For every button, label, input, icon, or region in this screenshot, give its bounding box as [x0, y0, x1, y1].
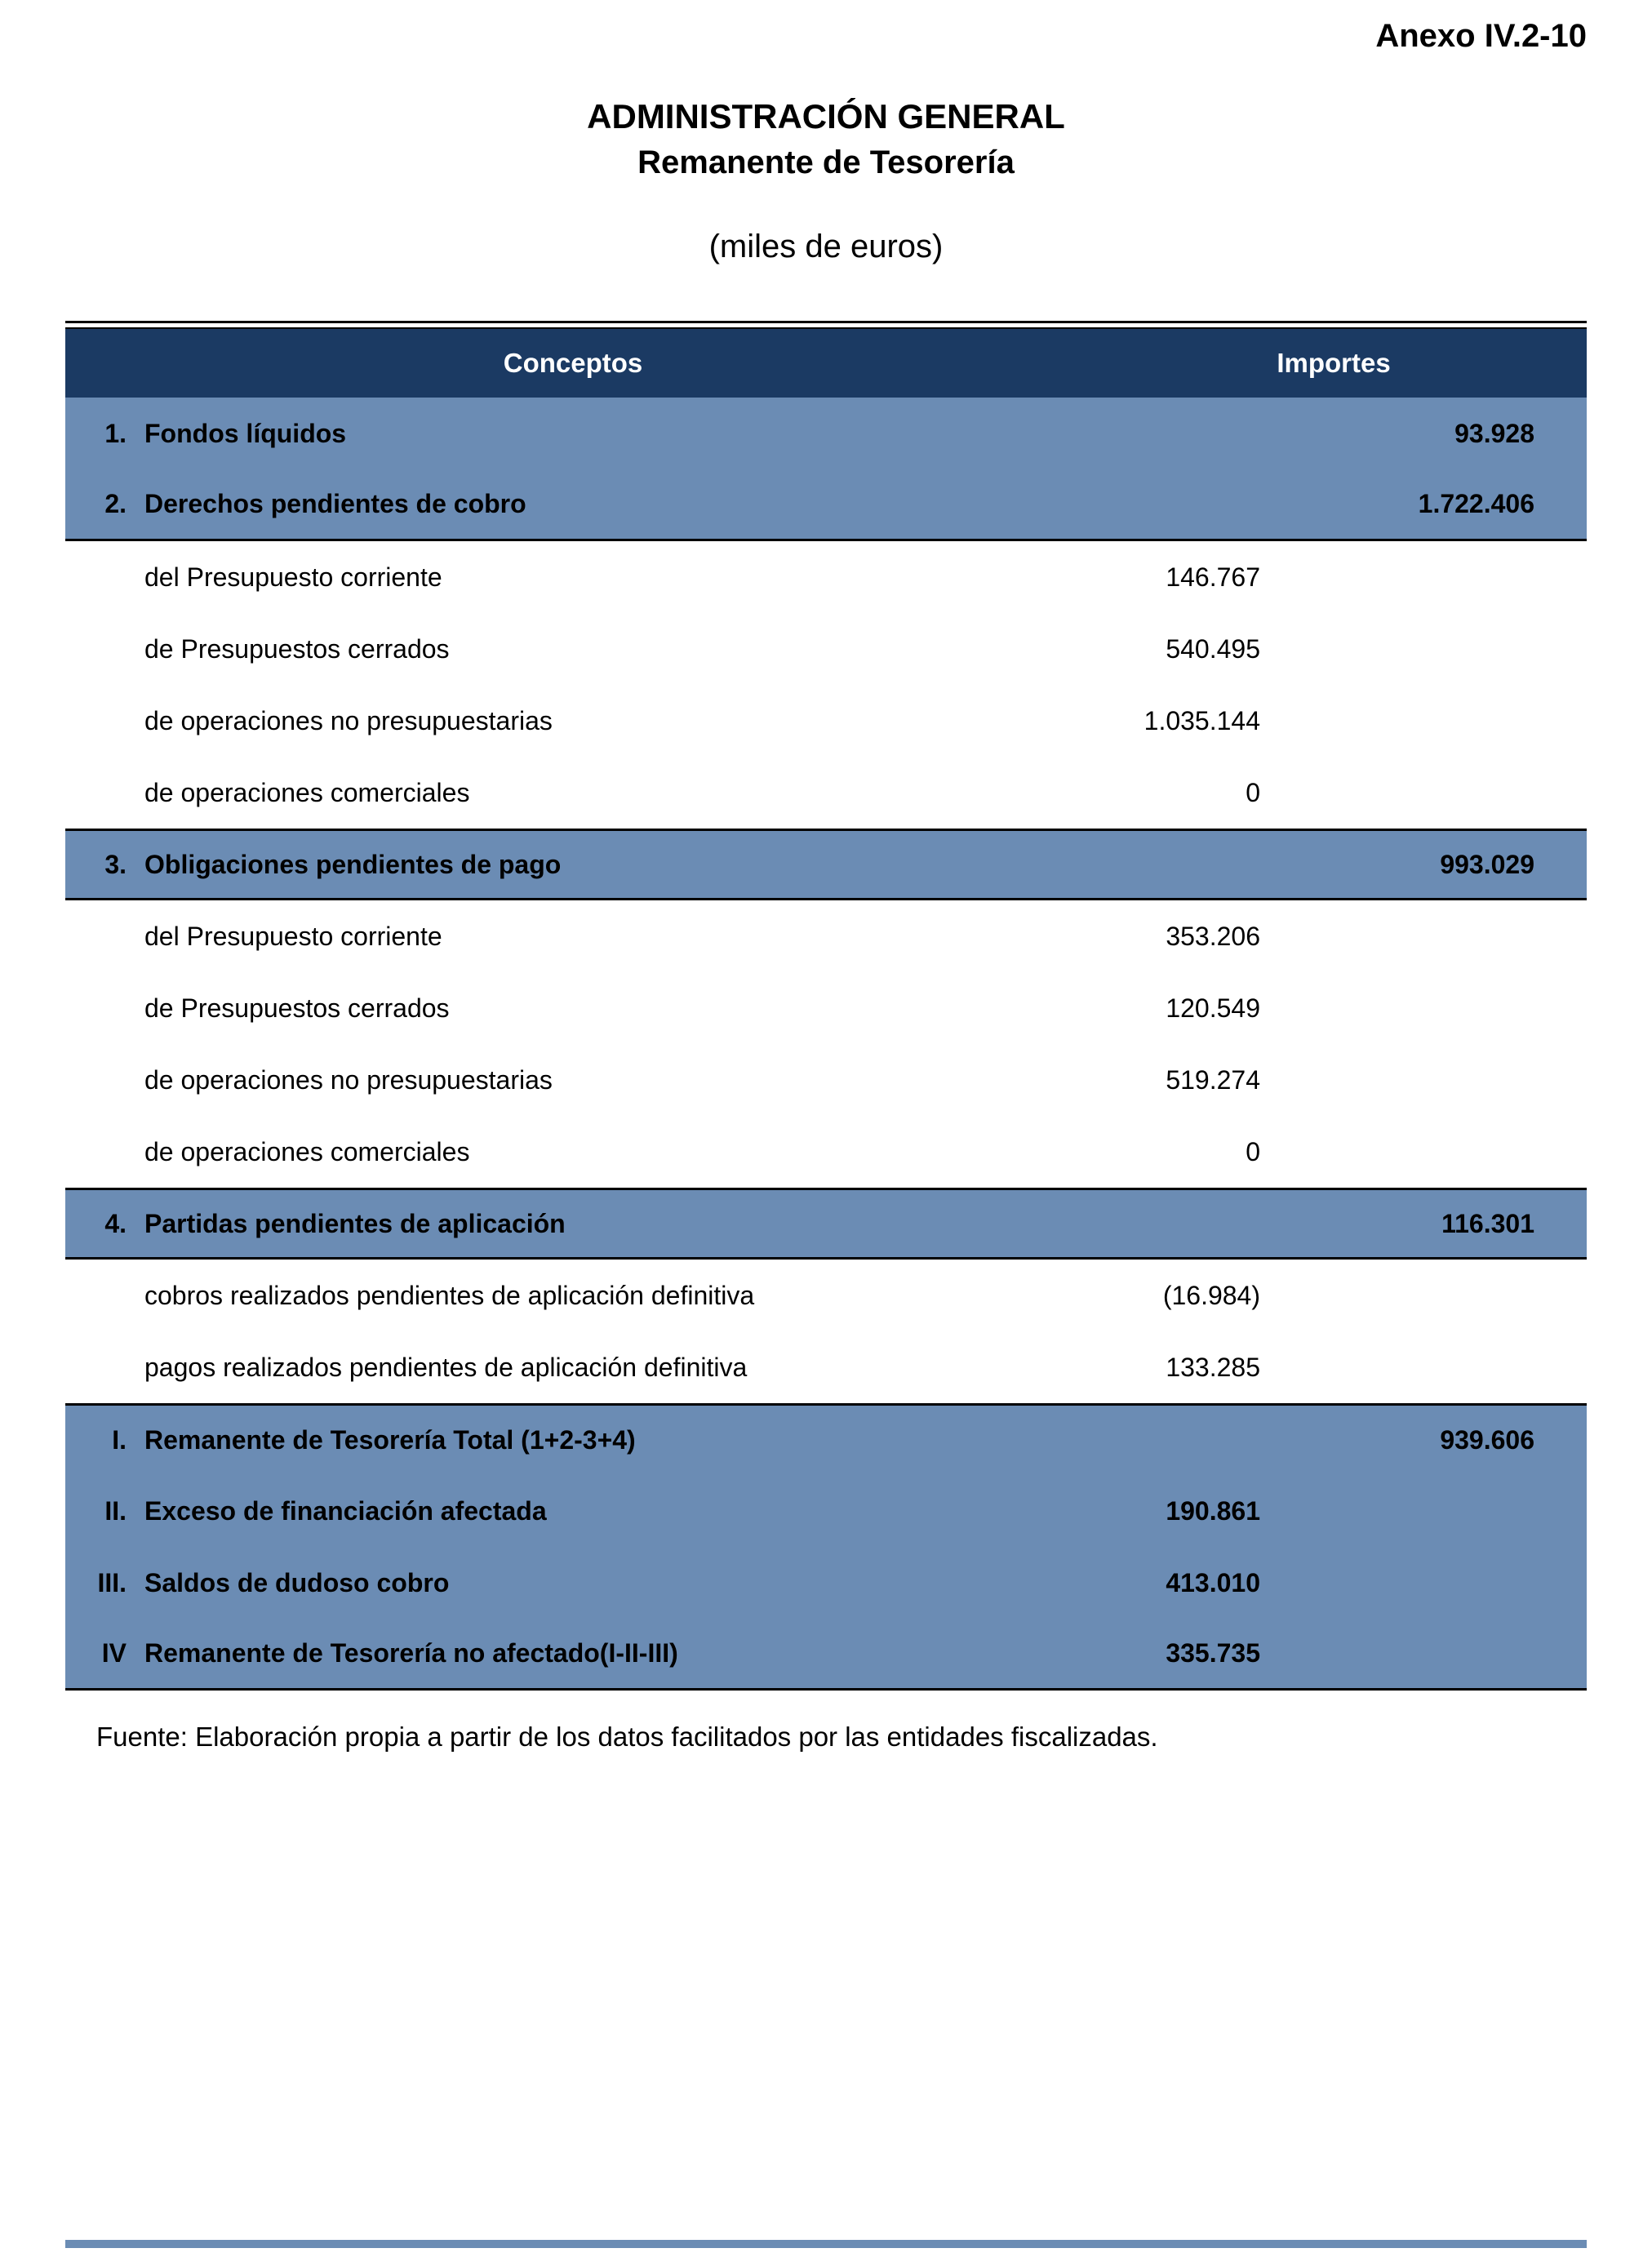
- table-row: [65, 1116, 1587, 1188]
- table-row: [65, 1331, 1587, 1403]
- row-amount-right: 939.606: [1440, 1425, 1534, 1455]
- row-label: Remanente de Tesorería no afectado(I-II-III): [144, 1638, 678, 1668]
- table-row: [65, 685, 1587, 757]
- row-label: de operaciones comerciales: [144, 1136, 470, 1166]
- table-row: [65, 1188, 1587, 1260]
- row-label: Partidas pendientes de aplicación: [144, 1208, 566, 1238]
- row-number: III.: [97, 1567, 127, 1597]
- row-number: II.: [104, 1495, 127, 1526]
- row-label: cobros realizados pendientes de aplicación definitiva: [144, 1280, 755, 1310]
- row-label: del Presupuesto corriente: [144, 921, 442, 951]
- row-amount-mid: 190.861: [1166, 1495, 1260, 1526]
- row-label: de Presupuestos cerrados: [144, 993, 450, 1023]
- row-number: I.: [112, 1425, 127, 1455]
- row-label: Remanente de Tesorería Total (1+2-3+4): [144, 1425, 636, 1455]
- table-row: [65, 1619, 1587, 1691]
- row-label: Obligaciones pendientes de pago: [144, 849, 562, 879]
- footer-bar: [65, 2240, 1587, 2248]
- table-row: [65, 900, 1587, 972]
- row-number: 4.: [104, 1208, 127, 1238]
- row-amount-mid: 133.285: [1166, 1352, 1260, 1382]
- row-label: Derechos pendientes de cobro: [144, 489, 526, 518]
- row-label: de Presupuestos cerrados: [144, 633, 450, 664]
- row-label: pagos realizados pendientes de aplicación definitiva: [144, 1352, 748, 1382]
- table-row: [65, 1403, 1587, 1475]
- table-row: [65, 757, 1587, 829]
- row-amount-mid: 146.767: [1166, 562, 1260, 592]
- table-row: [65, 398, 1587, 469]
- row-number: 2.: [104, 489, 127, 518]
- row-amount-right: 93.928: [1454, 418, 1534, 448]
- treasury-table: [65, 321, 1587, 1691]
- row-label: Fondos líquidos: [144, 418, 347, 448]
- annex-label: Anexo IV.2-10: [1375, 18, 1587, 54]
- row-number: IV: [101, 1638, 127, 1668]
- row-amount-mid: 519.274: [1166, 1064, 1260, 1095]
- table-row: [65, 541, 1587, 613]
- page-subtitle: Remanente de Tesorería: [637, 144, 1015, 180]
- table-row: [65, 829, 1587, 900]
- table-row: [65, 972, 1587, 1044]
- row-label: Exceso de financiación afectada: [144, 1495, 547, 1526]
- table-row: [65, 1475, 1587, 1547]
- units-label: (miles de euros): [708, 229, 944, 264]
- row-amount-mid: 413.010: [1166, 1567, 1260, 1597]
- row-amount-mid: 0: [1246, 777, 1260, 807]
- row-number: 3.: [104, 849, 127, 879]
- row-amount-mid: 0: [1246, 1136, 1260, 1166]
- row-amount-right: 1.722.406: [1418, 489, 1534, 518]
- row-amount-mid: 120.549: [1166, 993, 1260, 1023]
- table-header: [65, 329, 1587, 398]
- table-row: [65, 469, 1587, 541]
- row-label: de operaciones no presupuestarias: [144, 1064, 553, 1095]
- row-label: Saldos de dudoso cobro: [144, 1567, 450, 1597]
- source-note: Fuente: Elaboración propia a partir de los datos facilitados por las entidades fiscalizadas.: [96, 1722, 1158, 1752]
- row-amount-mid: (16.984): [1162, 1280, 1260, 1310]
- page-title: ADMINISTRACIÓN GENERAL: [587, 97, 1065, 136]
- row-number: 1.: [104, 418, 127, 448]
- row-label: del Presupuesto corriente: [144, 562, 442, 592]
- row-amount-right: 993.029: [1440, 849, 1534, 879]
- table-row: [65, 1044, 1587, 1116]
- row-amount-right: 116.301: [1441, 1208, 1534, 1238]
- concept-column-header: Conceptos: [503, 348, 643, 378]
- row-label: de operaciones comerciales: [144, 777, 470, 807]
- row-amount-mid: 335.735: [1166, 1638, 1260, 1668]
- table-row: [65, 1260, 1587, 1331]
- table-row: [65, 1547, 1587, 1619]
- row-amount-mid: 1.035.144: [1144, 705, 1260, 735]
- row-amount-mid: 540.495: [1166, 633, 1260, 664]
- table-top-rule: [65, 321, 1587, 329]
- row-amount-mid: 353.206: [1166, 921, 1260, 951]
- table-row: [65, 613, 1587, 685]
- amount-column-header: Importes: [1277, 348, 1391, 378]
- row-label: de operaciones no presupuestarias: [144, 705, 553, 735]
